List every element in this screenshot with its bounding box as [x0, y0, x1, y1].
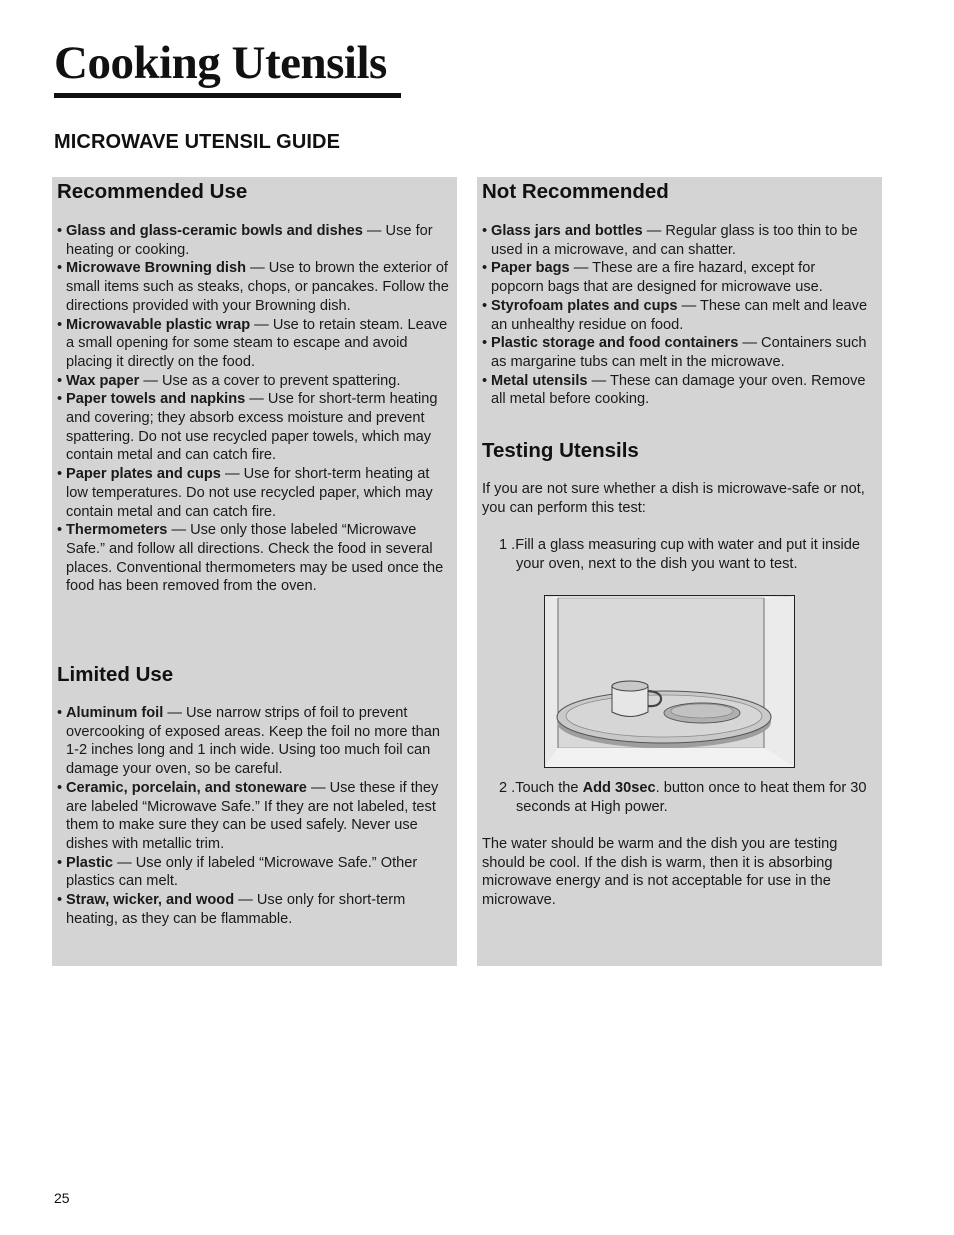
bullet-icon: • [482, 260, 488, 277]
testing-step-1 [499, 536, 888, 573]
bullet-icon: • [482, 335, 488, 352]
item-term: Straw, wicker, and wood [66, 892, 235, 909]
section-subtitle: MICROWAVE UTENSIL GUIDE [54, 131, 341, 153]
item-term: Microwavable plastic wrap [66, 316, 251, 333]
item-term: Thermometers [66, 522, 168, 539]
item-term: Aluminum foil [66, 705, 164, 721]
item-term: Paper plates and cups [66, 466, 221, 483]
list-item [482, 372, 868, 409]
item-term: Plastic storage and food containers [491, 335, 739, 352]
list-item [482, 222, 868, 259]
item-term: Wax paper [66, 372, 140, 389]
testing-heading: Testing Utensils [482, 439, 639, 462]
item-description: — Use for short-term heating and covering; they absorb excess moisture and prevent spattering. Do not use recycled paper towels, which may contain metal and can catch fire. [66, 391, 438, 464]
bullet-icon: • [57, 522, 63, 539]
page-number: 25 [54, 1190, 70, 1206]
bullet-icon: • [57, 466, 63, 483]
not-recommended-heading: Not Recommended [482, 180, 669, 203]
item-term: Glass and glass-ceramic bowls and dishes [66, 223, 363, 239]
step-1-number: 1 . [499, 537, 516, 553]
item-description: — Use for heating or cooking. [66, 223, 433, 258]
list-item [57, 465, 453, 521]
item-term: Paper bags [491, 260, 570, 277]
item-description: — Use only those labeled “Microwave Safe.” and follow all directions. Check the food in several places. Conventional thermometers may be used once the food has been removed from the oven. [66, 522, 444, 595]
list-item [57, 316, 453, 372]
testing-step-2 [499, 779, 888, 816]
limited-heading: Limited Use [57, 663, 174, 686]
bullet-icon: • [57, 260, 63, 277]
bullet-icon: • [482, 372, 488, 389]
list-item [57, 222, 453, 259]
item-description: — Use for short-term heating at low temperatures. Do not use recycled paper, which may contain metal and can catch fire. [66, 466, 433, 520]
bullet-icon: • [57, 854, 63, 871]
page-title: Cooking Utensils [54, 37, 387, 89]
list-item [57, 704, 453, 779]
item-description: — Use these if they are labeled “Microwave Safe.” If they are not labeled, test them to make sure they can be used safely. Never use dishes with metallic trim. [66, 779, 439, 852]
microwave-cavity-cup-dish-illustration [544, 595, 795, 768]
bullet-icon: • [57, 372, 63, 389]
step-2-pre: Touch the [515, 780, 583, 796]
item-term: Styrofoam plates and cups [491, 297, 678, 314]
list-item [482, 259, 868, 296]
item-term: Plastic [66, 854, 114, 871]
item-term: Metal utensils [491, 372, 588, 389]
step-2-post: . button once to heat them for 30 seconds at High power. [516, 780, 867, 815]
item-description: — Use to retain steam. Leave a small opening for some steam to escape and avoid placing it directly on the food. [66, 316, 448, 370]
item-description: — These are a fire hazard, except for popcorn bags that are designed for microwave use. [491, 260, 823, 296]
item-term: Ceramic, porcelain, and stoneware [66, 779, 307, 796]
bullet-icon: • [57, 892, 63, 909]
list-item [57, 372, 453, 391]
item-description: — Containers such as margarine tubs can melt in the microwave. [491, 335, 867, 370]
add-30sec-label: Add 30sec [582, 780, 656, 796]
list-item [482, 297, 868, 334]
bullet-icon: • [57, 705, 63, 721]
not-recommended-list [482, 222, 868, 409]
recommended-heading: Recommended Use [57, 180, 248, 203]
item-description: — Regular glass is too thin to be used in a microwave, and can shatter. [491, 223, 858, 258]
list-item [57, 390, 453, 465]
recommended-list [57, 222, 453, 596]
bullet-icon: • [482, 297, 488, 314]
list-item [57, 521, 453, 596]
item-description: — Use only for short-term heating, as they can be flammable. [66, 892, 406, 927]
item-description: — Use as a cover to prevent spattering. [139, 372, 401, 389]
item-term: Glass jars and bottles [491, 223, 643, 239]
list-item [57, 891, 453, 928]
item-description: — Use narrow strips of foil to prevent overcooking of exposed areas. Keep the foil no more than 1-2 inches long and 1 inch wide. Using too much foil can damage your oven, so be careful. [66, 705, 441, 778]
item-description: — These can melt and leave an unhealthy residue on food. [491, 297, 868, 333]
item-description: — Use only if labeled “Microwave Safe.” Other plastics can melt. [66, 854, 418, 890]
item-term: Microwave Browning dish [66, 260, 247, 277]
list-item [57, 854, 453, 891]
limited-list [57, 704, 453, 928]
step-1-text: Fill a glass measuring cup with water and put it inside your oven, next to the dish you want to test. [515, 537, 860, 572]
bullet-icon: • [57, 391, 63, 408]
step-2-number: 2 . [499, 780, 516, 796]
bullet-icon: • [57, 316, 63, 333]
bullet-icon: • [57, 779, 63, 796]
item-description: — These can damage your oven. Remove all metal before cooking. [491, 372, 866, 408]
list-item [57, 779, 453, 854]
title-underline [54, 93, 401, 98]
bullet-icon: • [57, 223, 63, 239]
testing-conclusion: The water should be warm and the dish you are testing should be cool. If the dish is warm, then it is absorbing microwave energy and is not acceptable for use in the microwave. [482, 836, 838, 909]
testing-intro: If you are not sure whether a dish is microwave-safe or not, you can perform this test: [482, 481, 865, 516]
item-description: — Use to brown the exterior of small items such as steaks, chops, or pancakes. Follow the directions provided with your Browning dish. [66, 260, 449, 314]
list-item [482, 334, 868, 371]
item-term: Paper towels and napkins [66, 391, 246, 408]
bullet-icon: • [482, 223, 488, 239]
list-item [57, 259, 453, 315]
